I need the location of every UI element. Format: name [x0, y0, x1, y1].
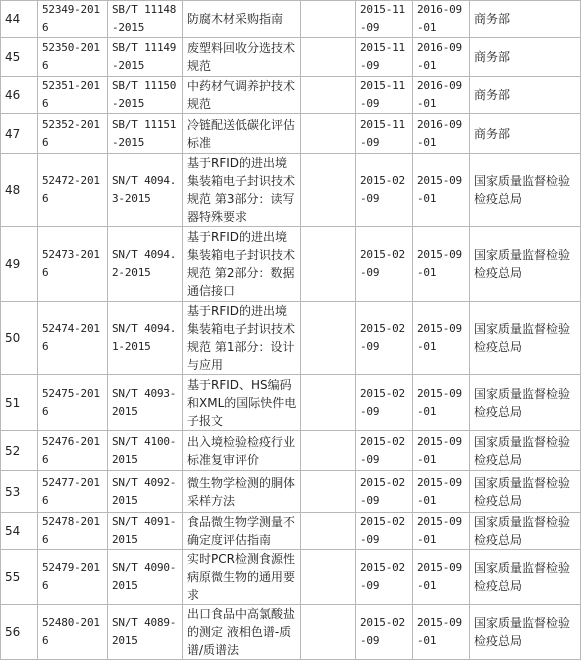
- row-number-cell: 53: [1, 471, 38, 513]
- effective-date-cell: 2015-09-01: [413, 302, 470, 375]
- standard-name-cell: 基于RFID的进出境集装箱电子封识技术规范 第3部分：读写器特殊要求: [183, 154, 301, 227]
- standard-code-cell: SN/T 4093-2015: [108, 375, 183, 431]
- table-row: [1, 114, 581, 154]
- department-cell: 国家质量监督检验检疫总局: [470, 431, 581, 471]
- row-number-cell: 56: [1, 605, 38, 660]
- standard-name-cell: 冷链配送低碳化评估标准: [183, 114, 301, 154]
- department-cell: 国家质量监督检验检疫总局: [470, 605, 581, 660]
- standard-code-cell: SN/T 4092-2015: [108, 471, 183, 513]
- department-cell: 国家质量监督检验检疫总局: [470, 513, 581, 550]
- row-number-cell: 47: [1, 114, 38, 154]
- effective-date-cell: 2015-09-01: [413, 550, 470, 605]
- row-number-cell: 51: [1, 375, 38, 431]
- standard-code-cell: SN/T 4090-2015: [108, 550, 183, 605]
- table-row: [1, 375, 581, 431]
- table-row: [1, 38, 581, 77]
- standard-name-cell: 出入境检验检疫行业标准复审评价: [183, 431, 301, 471]
- table-row: [1, 1, 581, 38]
- record-id-cell: 52472-2016: [38, 154, 108, 227]
- standard-name-cell: 基于RFID的进出境集装箱电子封识技术规范 第2部分：数据通信接口: [183, 227, 301, 302]
- effective-date-cell: 2016-09-01: [413, 38, 470, 77]
- department-cell: 国家质量监督检验检疫总局: [470, 302, 581, 375]
- department-cell: 国家质量监督检验检疫总局: [470, 471, 581, 513]
- row-number-cell: 46: [1, 77, 38, 114]
- row-number-cell: 54: [1, 513, 38, 550]
- effective-date-cell: 2015-09-01: [413, 513, 470, 550]
- standard-code-cell: SB/T 11148-2015: [108, 1, 183, 38]
- record-id-cell: 52474-2016: [38, 302, 108, 375]
- issue-date-cell: 2015-11-09: [356, 114, 413, 154]
- department-cell: 商务部: [470, 77, 581, 114]
- effective-date-cell: 2015-09-01: [413, 605, 470, 660]
- standard-name-cell: 食品微生物学测量不确定度评估指南: [183, 513, 301, 550]
- record-id-cell: 52478-2016: [38, 513, 108, 550]
- record-id-cell: 52350-2016: [38, 38, 108, 77]
- standard-name-cell: 废塑料回收分选技术规范: [183, 38, 301, 77]
- empty-cell: [301, 471, 356, 513]
- row-number-cell: 48: [1, 154, 38, 227]
- table-row: [1, 227, 581, 302]
- empty-cell: [301, 375, 356, 431]
- record-id-cell: 52475-2016: [38, 375, 108, 431]
- row-number-cell: 52: [1, 431, 38, 471]
- effective-date-cell: 2015-09-01: [413, 471, 470, 513]
- issue-date-cell: 2015-11-09: [356, 38, 413, 77]
- record-id-cell: 52477-2016: [38, 471, 108, 513]
- standard-code-cell: SB/T 11151-2015: [108, 114, 183, 154]
- standard-name-cell: 微生物学检测的胴体采样方法: [183, 471, 301, 513]
- row-number-cell: 50: [1, 302, 38, 375]
- issue-date-cell: 2015-02-09: [356, 471, 413, 513]
- issue-date-cell: 2015-02-09: [356, 550, 413, 605]
- table-row: [1, 77, 581, 114]
- standard-code-cell: SN/T 4091-2015: [108, 513, 183, 550]
- table-row: [1, 154, 581, 227]
- effective-date-cell: 2016-09-01: [413, 77, 470, 114]
- issue-date-cell: 2015-11-09: [356, 77, 413, 114]
- issue-date-cell: 2015-11-09: [356, 1, 413, 38]
- standards-table-body: [1, 1, 581, 660]
- standard-name-cell: 基于RFID的进出境集装箱电子封识技术规范 第1部分：设计与应用: [183, 302, 301, 375]
- empty-cell: [301, 550, 356, 605]
- empty-cell: [301, 431, 356, 471]
- department-cell: 商务部: [470, 38, 581, 77]
- row-number-cell: 45: [1, 38, 38, 77]
- effective-date-cell: 2015-09-01: [413, 431, 470, 471]
- record-id-cell: 52349-2016: [38, 1, 108, 38]
- effective-date-cell: 2015-09-01: [413, 227, 470, 302]
- table-row: [1, 302, 581, 375]
- issue-date-cell: 2015-02-09: [356, 513, 413, 550]
- empty-cell: [301, 227, 356, 302]
- standard-name-cell: 实时PCR检测食源性病原微生物的通用要求: [183, 550, 301, 605]
- standard-code-cell: SN/T 4100-2015: [108, 431, 183, 471]
- effective-date-cell: 2016-09-01: [413, 1, 470, 38]
- standard-name-cell: 防腐木材采购指南: [183, 1, 301, 38]
- record-id-cell: 52479-2016: [38, 550, 108, 605]
- standard-code-cell: SB/T 11150-2015: [108, 77, 183, 114]
- row-number-cell: 49: [1, 227, 38, 302]
- empty-cell: [301, 154, 356, 227]
- department-cell: 国家质量监督检验检疫总局: [470, 375, 581, 431]
- standard-code-cell: SN/T 4094.2-2015: [108, 227, 183, 302]
- empty-cell: [301, 114, 356, 154]
- issue-date-cell: 2015-02-09: [356, 154, 413, 227]
- standard-name-cell: 出口食品中高氯酸盐的测定 液相色谱-质谱/质谱法: [183, 605, 301, 660]
- effective-date-cell: 2015-09-01: [413, 154, 470, 227]
- row-number-cell: 55: [1, 550, 38, 605]
- effective-date-cell: 2015-09-01: [413, 375, 470, 431]
- record-id-cell: 52476-2016: [38, 431, 108, 471]
- table-row: [1, 605, 581, 660]
- issue-date-cell: 2015-02-09: [356, 605, 413, 660]
- department-cell: 商务部: [470, 114, 581, 154]
- table-row: [1, 471, 581, 513]
- department-cell: 国家质量监督检验检疫总局: [470, 154, 581, 227]
- empty-cell: [301, 38, 356, 77]
- department-cell: 商务部: [470, 1, 581, 38]
- empty-cell: [301, 1, 356, 38]
- issue-date-cell: 2015-02-09: [356, 302, 413, 375]
- row-number-cell: 44: [1, 1, 38, 38]
- table-row: [1, 550, 581, 605]
- empty-cell: [301, 513, 356, 550]
- issue-date-cell: 2015-02-09: [356, 227, 413, 302]
- empty-cell: [301, 605, 356, 660]
- standard-code-cell: SB/T 11149-2015: [108, 38, 183, 77]
- standard-code-cell: SN/T 4089-2015: [108, 605, 183, 660]
- department-cell: 国家质量监督检验检疫总局: [470, 227, 581, 302]
- standard-code-cell: SN/T 4094.3-2015: [108, 154, 183, 227]
- issue-date-cell: 2015-02-09: [356, 375, 413, 431]
- department-cell: 国家质量监督检验检疫总局: [470, 550, 581, 605]
- empty-cell: [301, 302, 356, 375]
- record-id-cell: 52480-2016: [38, 605, 108, 660]
- record-id-cell: 52352-2016: [38, 114, 108, 154]
- issue-date-cell: 2015-02-09: [356, 431, 413, 471]
- effective-date-cell: 2016-09-01: [413, 114, 470, 154]
- record-id-cell: 52473-2016: [38, 227, 108, 302]
- standard-name-cell: 中药材气调养护技术规范: [183, 77, 301, 114]
- standard-code-cell: SN/T 4094.1-2015: [108, 302, 183, 375]
- table-row: [1, 513, 581, 550]
- empty-cell: [301, 77, 356, 114]
- table-row: [1, 431, 581, 471]
- record-id-cell: 52351-2016: [38, 77, 108, 114]
- standard-name-cell: 基于RFID、HS编码和XML的国际快件电子报文: [183, 375, 301, 431]
